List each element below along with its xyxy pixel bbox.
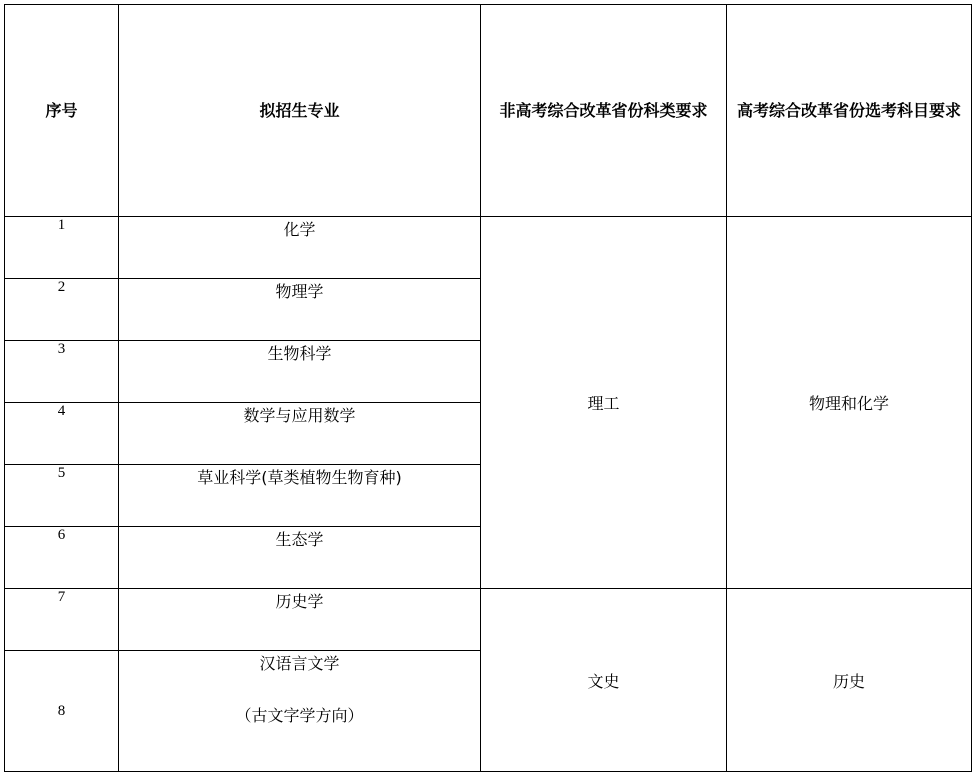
group-subject-type: 理工 [481,217,727,589]
row-no: 6 [5,527,119,589]
row-no: 4 [5,403,119,465]
row-major: 化学 [119,217,481,279]
header-no: 序号 [5,5,119,217]
row-major: 汉语言文学 [259,654,340,673]
table-header-row [5,5,972,217]
row-major: 数学与应用数学 [119,403,481,465]
row-major: 物理学 [119,279,481,341]
group-elective: 历史 [727,589,972,772]
row-no: 7 [5,589,119,651]
row-major: 生物科学 [119,341,481,403]
row-no: 3 [5,341,119,403]
row-major: 草业科学(草类植物生物育种) [119,465,481,527]
row-no: 2 [5,279,119,341]
table-row [5,217,972,279]
header-subject-type: 非高考综合改革省份科类要求 [481,5,727,217]
group-elective: 物理和化学 [727,217,972,589]
row-no: 5 [5,465,119,527]
table-row [5,589,972,651]
row-major-subtitle: （古文字学方向） [235,706,364,725]
row-major: 历史学 [119,589,481,651]
header-major: 拟招生专业 [119,5,481,217]
admission-requirements-table [4,4,972,772]
row-major-cell [119,651,481,772]
row-no: 8 [5,651,119,772]
group-subject-type: 文史 [481,589,727,772]
row-major: 生态学 [119,527,481,589]
row-no: 1 [5,217,119,279]
header-elective: 高考综合改革省份选考科目要求 [727,5,972,217]
